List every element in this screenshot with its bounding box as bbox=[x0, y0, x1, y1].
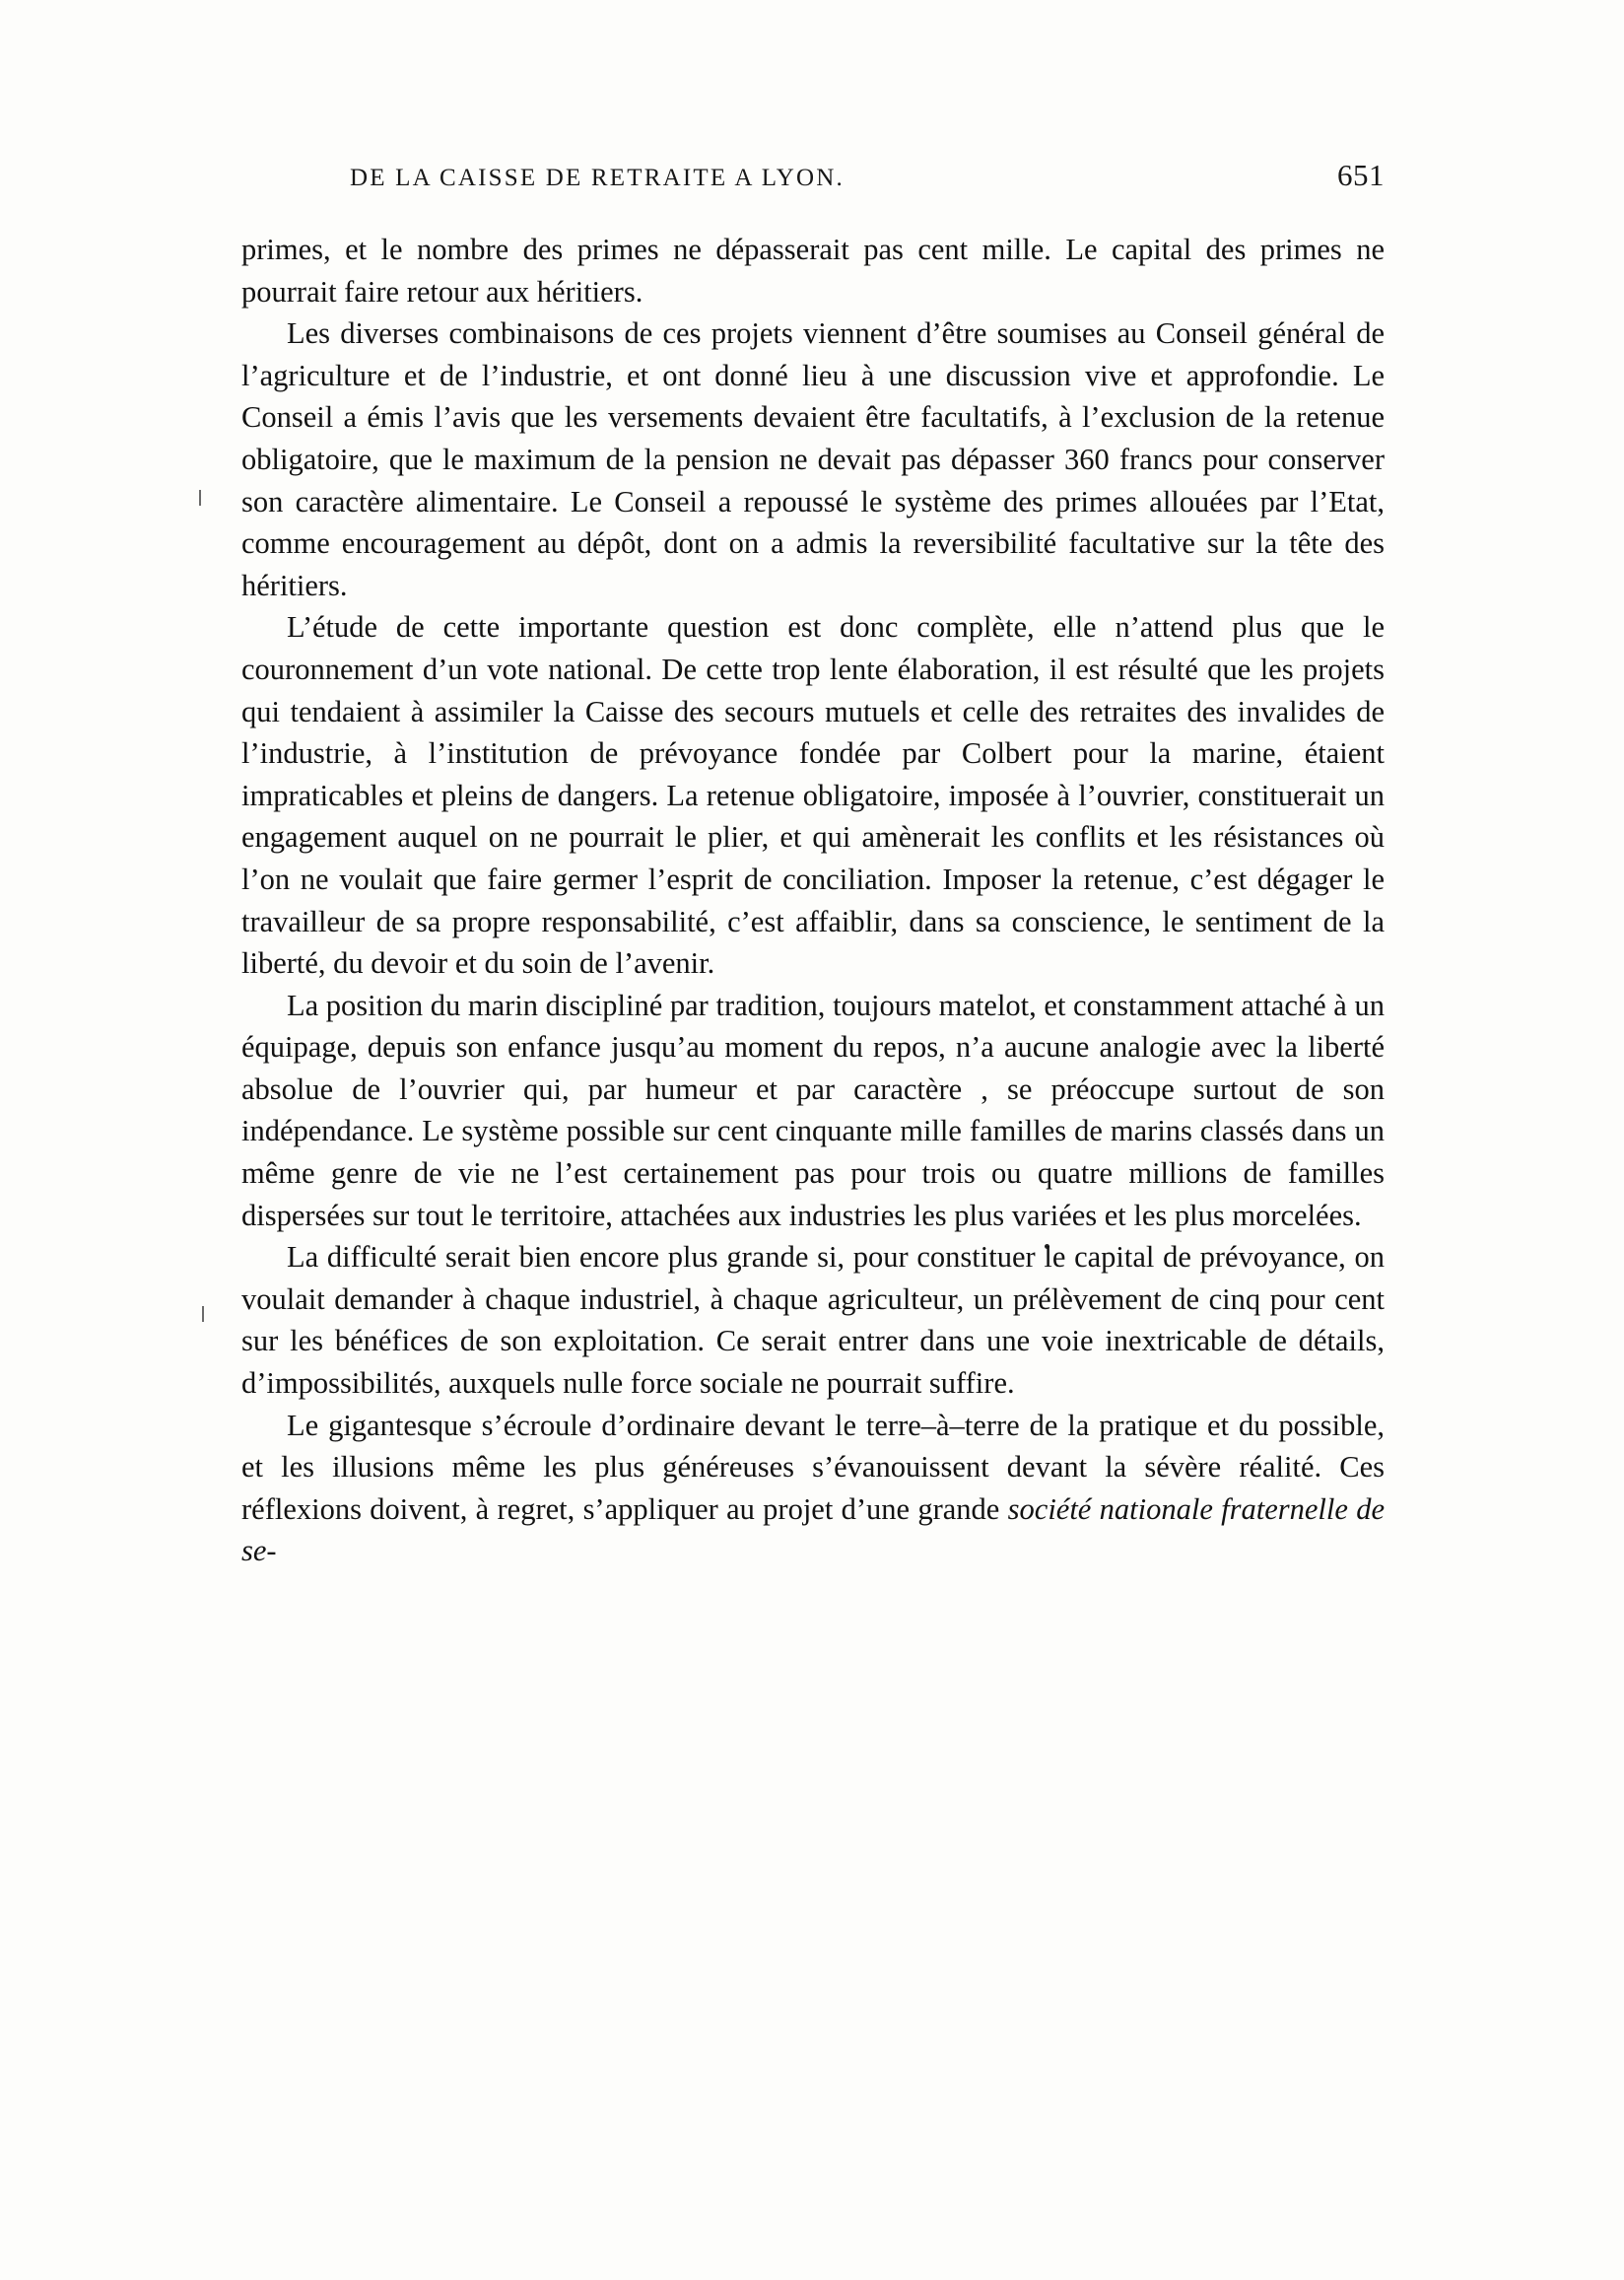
page-content bbox=[241, 158, 1385, 1572]
paragraph-6-italic-title: société nationale fraternelle de se- bbox=[241, 1491, 1385, 1568]
running-head: DE LA CAISSE DE RETRAITE A LYON. bbox=[350, 165, 845, 191]
margin-tick-mark-lower bbox=[202, 1306, 204, 1322]
paragraph-6-plain: Le gigantesque s’écroule d’ordinaire devant le terre–à–terre de la pratique et du possible, et les illusions même les plus généreuses s’évanouissent devant la sévère réalité. Ces réflexions doivent, à regret, s’appliquer au projet d’une grande bbox=[241, 1408, 1385, 1526]
margin-tick-mark-upper bbox=[199, 490, 201, 506]
body-text bbox=[241, 229, 1385, 1572]
page-number: 651 bbox=[1337, 158, 1385, 192]
paragraph-6 bbox=[241, 1405, 1385, 1572]
paragraph-3: L’étude de cette importante question est donc complète, elle n’attend plus que le couronnement d’un vote national. De cette trop lente élaboration, il est résulté que les projets qui tendaient à assimiler la Caisse des secours mutuels et celle des retraites des invalides de l’industrie, à l’institution de prévoyance fondée par Colbert pour la marine, étaient impraticables et pleins de dangers. La retenue obligatoire, imposée à l’ouvrier, constituerait un engagement auquel on ne pourrait le plier, et qui amènerait les conflits et les résistances où l’on ne voulait que faire germer l’esprit de conciliation. Imposer la retenue, c’est dégager le travailleur de sa propre responsabilité, c’est affaiblir, dans sa conscience, le sentiment de la liberté, du devoir et du soin de l’avenir. bbox=[241, 610, 1385, 981]
page-header bbox=[241, 158, 1385, 193]
paragraph-2: Les diverses combinaisons de ces projets viennent d’être soumises au Conseil général de l’agriculture et de l’industrie, et ont donné lieu à une discussion vive et approfondie. Le Conseil a émis l’avis que les versements devaient être facultatifs, à l’exclusion de la retenue obligatoire, que le maximum de la pension ne devait pas dépasser 360 francs pour conserver son caractère alimentaire. Le Conseil a repoussé le système des primes allouées par l’Etat, comme encouragement au dépôt, dont on a admis la reversibilité facultative sur la tête des héritiers. bbox=[241, 316, 1385, 602]
paragraph-1: primes, et le nombre des primes ne dépasserait pas cent mille. Le capital des primes ne pourrait faire retour aux héritiers. bbox=[241, 233, 1385, 309]
paragraph-5: La difficulté serait bien encore plus grande si, pour constituer le capital de prévoyance, on voulait demander à chaque industriel, à chaque agriculteur, un prélèvement de cinq pour cent sur les bénéfices de son exploitation. Ce serait entrer dans une voie inextricable de détails, d’impossibilités, auxquels nulle force sociale ne pourrait suffire. bbox=[241, 1240, 1385, 1401]
paragraph-4: La position du marin discipliné par tradition, toujours matelot, et constamment attaché à un équipage, depuis son enfance jusqu’au moment du repos, n’a aucune analogie avec la liberté absolue de l’ouvrier qui, par humeur et par caractère , se préoccupe surtout de son indépendance. Le système possible sur cent cinquante mille familles de marins classés dans un même genre de vie ne l’est certainement pas pour trois ou quatre millions de familles dispersées sur tout le territoire, attachées aux industries les plus variées et les plus morcelées. bbox=[241, 988, 1385, 1232]
